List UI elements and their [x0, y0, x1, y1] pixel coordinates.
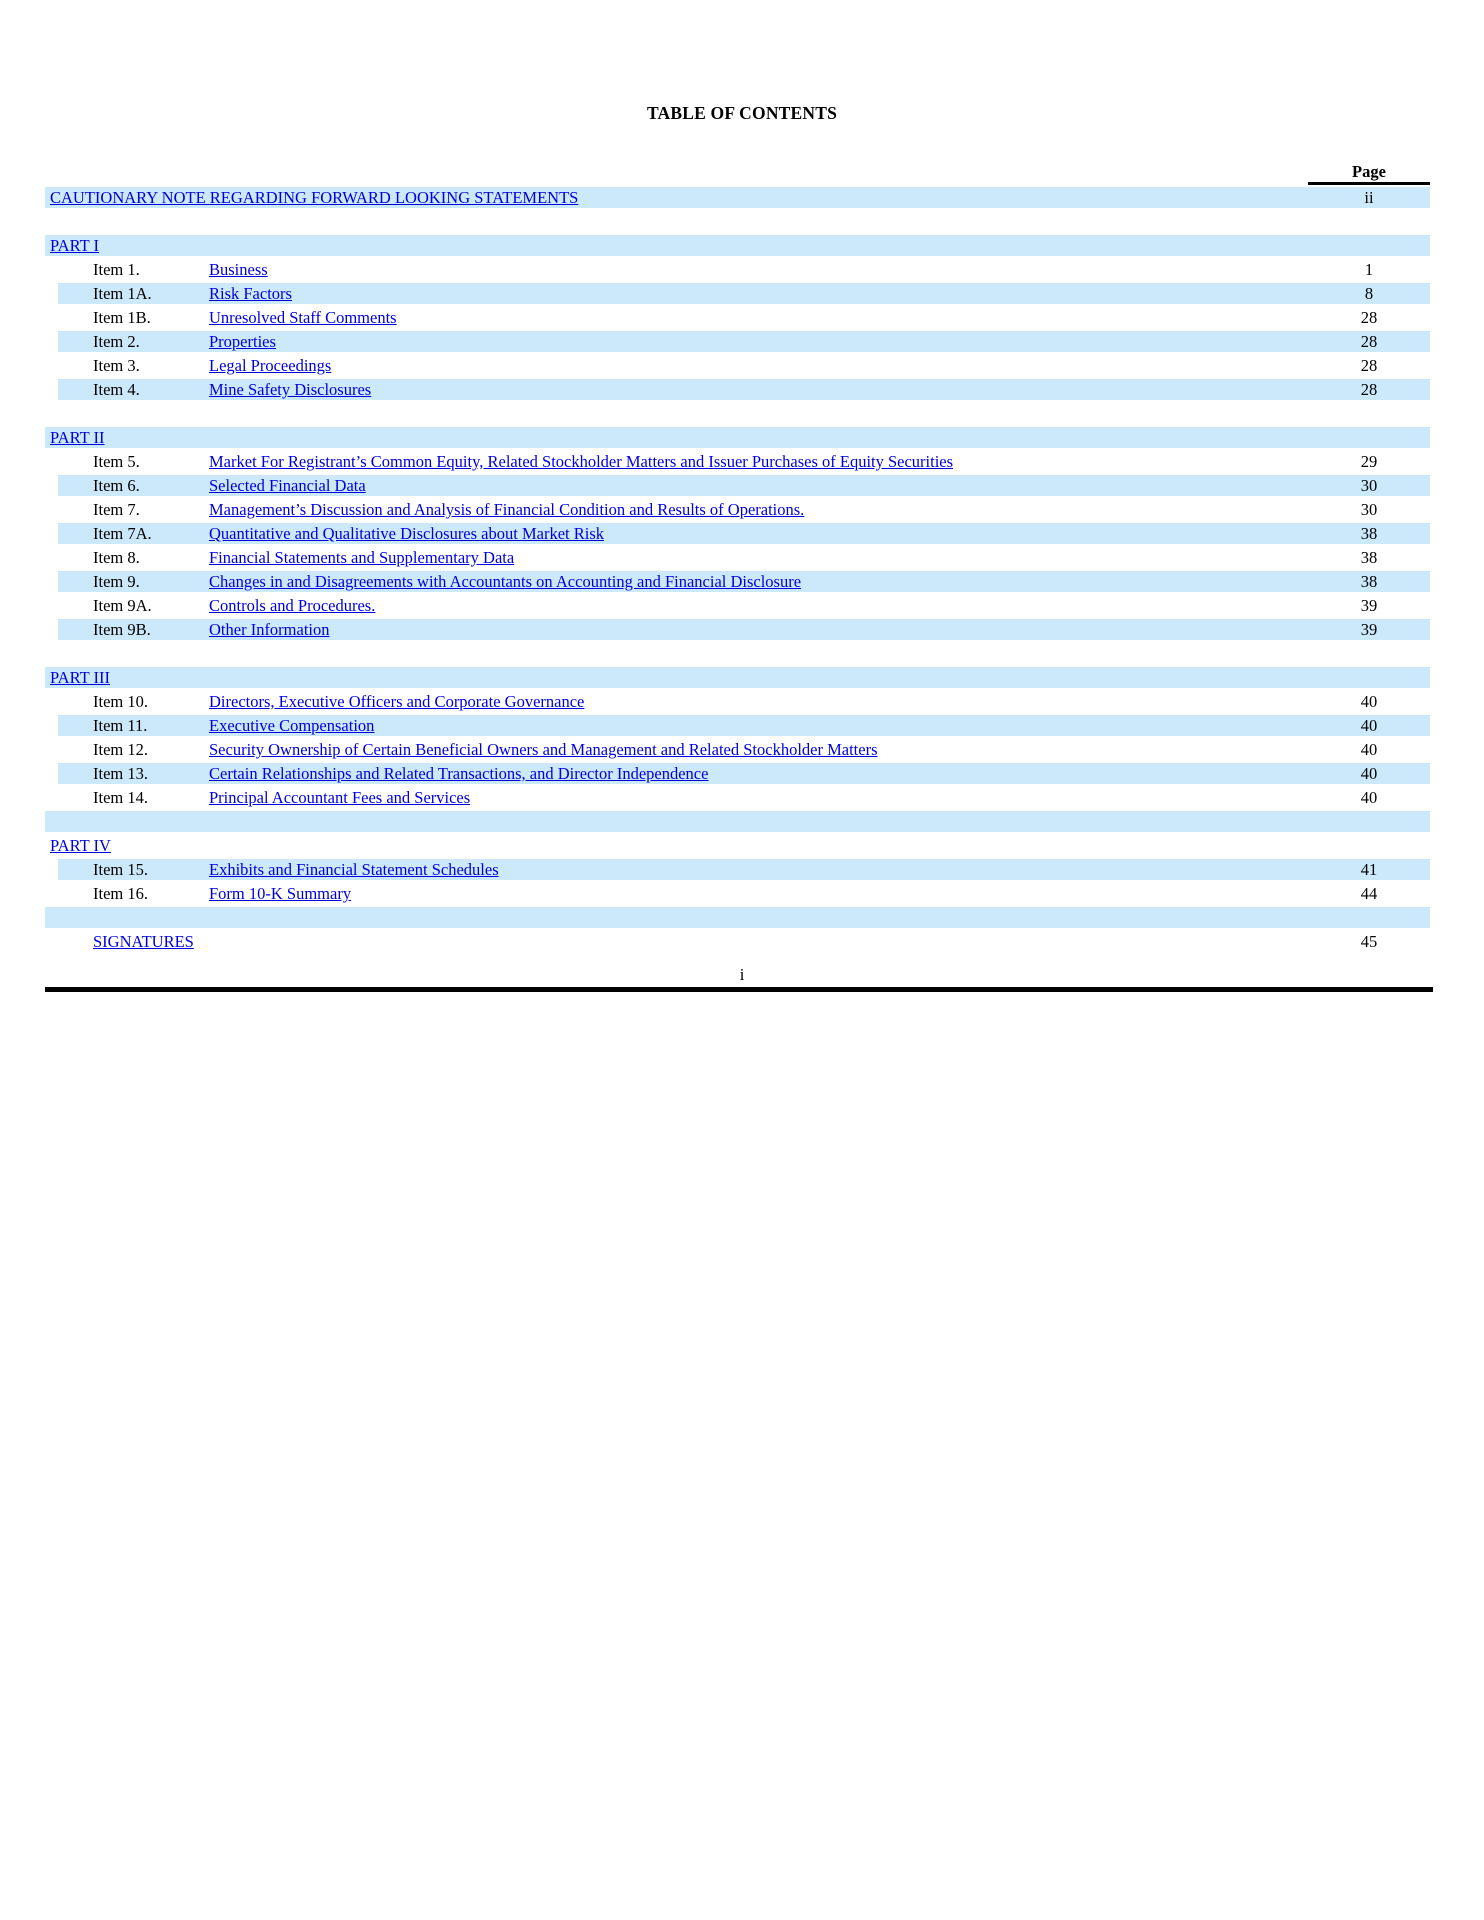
toc-page-number: [1308, 667, 1430, 688]
row-stripe: [45, 235, 1430, 256]
page-title: TABLE OF CONTENTS: [646, 103, 838, 123]
row-left-notch: [45, 331, 58, 352]
toc-row-caution: [45, 187, 1430, 208]
toc-row-item: [45, 379, 1430, 400]
toc-item-label: Item 7A.: [93, 524, 152, 543]
toc-entry-link[interactable]: Executive Compensation: [209, 716, 375, 735]
dot-leader-space: [110, 667, 1308, 688]
toc-page-number: 41: [1360, 860, 1378, 879]
toc-item-label: Item 5.: [93, 452, 140, 471]
row-stripe: [45, 427, 1430, 448]
row-left-notch: [45, 787, 58, 808]
toc-entry-link[interactable]: Business: [209, 260, 268, 279]
toc-row-item: [45, 523, 1430, 544]
row-stripe: [58, 355, 1430, 376]
dot-leader-space: [375, 595, 1308, 616]
toc-item-label: Item 9A.: [93, 596, 152, 615]
toc-page-number: 40: [1360, 692, 1378, 711]
row-stripe: [58, 715, 1430, 736]
toc-row-signatures: [45, 931, 1430, 952]
row-stripe: [45, 667, 1430, 688]
toc-item-label: Item 2.: [93, 332, 140, 351]
toc-row-item: [45, 355, 1430, 376]
dot-leader-space: [708, 763, 1308, 784]
row-stripe: [45, 931, 1430, 952]
toc-entry-link[interactable]: Financial Statements and Supplementary Data: [209, 548, 515, 567]
row-stripe: [45, 811, 1430, 832]
page-column-header: Page: [1308, 161, 1430, 185]
toc-page-number: 1: [1364, 260, 1374, 279]
toc-row-part: [45, 235, 1430, 256]
toc-entry-link[interactable]: Principal Accountant Fees and Services: [209, 788, 471, 807]
row-left-notch: [45, 883, 58, 904]
dot-leader-space: [584, 691, 1308, 712]
toc-entry-link[interactable]: SIGNATURES: [93, 932, 194, 951]
row-stripe: [45, 211, 1430, 232]
toc-page-number: 28: [1360, 332, 1378, 351]
toc-entry-link[interactable]: Unresolved Staff Comments: [209, 308, 397, 327]
dot-leader-space: [366, 475, 1308, 496]
row-left-notch: [45, 691, 58, 712]
row-stripe: [58, 787, 1430, 808]
dot-leader-space: [292, 283, 1308, 304]
row-left-notch: [45, 355, 58, 376]
toc-entry-link[interactable]: Management’s Discussion and Analysis of Financial Condition and Results of Operations.: [209, 500, 805, 519]
row-left-notch: [45, 739, 58, 760]
row-stripe: [58, 259, 1430, 280]
toc-row-item: [45, 283, 1430, 304]
toc-page-number: 40: [1360, 740, 1378, 759]
dot-leader-space: [276, 331, 1308, 352]
dot-leader-space: [604, 523, 1308, 544]
toc-row-item: [45, 547, 1430, 568]
row-stripe: [58, 859, 1430, 880]
toc-page-number: 8: [1364, 284, 1374, 303]
toc-item-label: Item 10.: [93, 692, 148, 711]
bottom-rule: [45, 987, 1433, 992]
toc-page-number: ii: [1364, 188, 1374, 207]
dot-leader-space: [371, 379, 1308, 400]
row-stripe: [45, 403, 1430, 424]
row-stripe: [58, 571, 1430, 592]
toc-row-item: [45, 571, 1430, 592]
row-left-notch: [45, 715, 58, 736]
toc-item-label: Item 1.: [93, 260, 140, 279]
row-left-notch: [45, 859, 58, 880]
row-left-notch: [45, 499, 58, 520]
toc-row-item: [45, 715, 1430, 736]
toc-page-number: 38: [1360, 524, 1378, 543]
toc-item-label: Item 13.: [93, 764, 148, 783]
toc-item-label: Item 4.: [93, 380, 140, 399]
toc-entry-link[interactable]: PART III: [50, 668, 110, 687]
toc-page-number: [1308, 235, 1430, 256]
row-stripe: [58, 523, 1430, 544]
row-left-notch: [45, 595, 58, 616]
toc-page-number: 45: [1360, 932, 1378, 951]
row-stripe: [58, 763, 1430, 784]
dot-leader-space: [801, 571, 1308, 592]
toc-item-label: Item 12.: [93, 740, 148, 759]
dot-leader-space: [194, 931, 1308, 952]
toc-row-spacer: [45, 211, 1430, 232]
toc-row-item: [45, 595, 1430, 616]
dot-leader-space: [499, 859, 1308, 880]
toc-page-number: 30: [1360, 476, 1378, 495]
toc-entry-link[interactable]: Controls and Procedures.: [209, 596, 376, 615]
toc-item-label: Item 1A.: [93, 284, 152, 303]
dot-leader-space: [268, 259, 1308, 280]
toc-row-item: [45, 451, 1430, 472]
toc-item-label: Item 9.: [93, 572, 140, 591]
toc-rows: [45, 187, 1430, 952]
toc-entry-link[interactable]: Quantitative and Qualitative Disclosures about Market Risk: [209, 524, 604, 543]
toc-item-label: Item 15.: [93, 860, 148, 879]
dot-leader-space: [330, 619, 1308, 640]
row-left-notch: [45, 571, 58, 592]
dot-leader-space: [111, 835, 1308, 856]
toc-row-part: [45, 427, 1430, 448]
toc-row-item: [45, 787, 1430, 808]
toc-page-number: 29: [1360, 452, 1378, 471]
toc-row-item: [45, 883, 1430, 904]
dot-leader-space: [578, 187, 1308, 208]
toc-entry-link[interactable]: Changes in and Disagreements with Accountants on Accounting and Financial Disclosure: [209, 572, 802, 591]
toc-page-number: 38: [1360, 572, 1378, 591]
row-left-notch: [45, 451, 58, 472]
toc-item-label: Item 1B.: [93, 308, 151, 327]
dot-leader-space: [470, 787, 1308, 808]
row-stripe: [58, 691, 1430, 712]
row-left-notch: [45, 523, 58, 544]
row-left-indent: [45, 931, 93, 952]
dot-leader-space: [99, 235, 1308, 256]
toc-entry-link[interactable]: Properties: [209, 332, 276, 351]
dot-leader-space: [374, 715, 1308, 736]
page-column-header-row: [45, 161, 1430, 185]
toc-entry-link[interactable]: Form 10-K Summary: [209, 884, 352, 903]
toc-entry-link[interactable]: Exhibits and Financial Statement Schedules: [209, 860, 499, 879]
toc-page-number: [1308, 427, 1430, 448]
toc-row-item: [45, 475, 1430, 496]
row-left-notch: [45, 307, 58, 328]
row-left-notch: [45, 259, 58, 280]
toc-entry-link[interactable]: Selected Financial Data: [209, 476, 366, 495]
toc-page-number: 38: [1360, 548, 1378, 567]
toc-page-number: [1308, 835, 1430, 856]
dot-leader-space: [351, 883, 1308, 904]
row-left-notch: [45, 379, 58, 400]
toc-page-number: 28: [1360, 356, 1378, 375]
toc-page-number: 44: [1360, 884, 1378, 903]
toc-item-label: Item 6.: [93, 476, 140, 495]
row-stripe: [58, 379, 1430, 400]
toc-row-spacer: [45, 907, 1430, 928]
toc-page-number: 39: [1360, 620, 1378, 639]
toc-item-label: Item 14.: [93, 788, 148, 807]
toc-row-item: [45, 739, 1430, 760]
toc-item-label: Item 7.: [93, 500, 140, 519]
row-stripe: [58, 547, 1430, 568]
toc-entry-link[interactable]: Directors, Executive Officers and Corporate Governance: [209, 692, 585, 711]
row-stripe: [45, 907, 1430, 928]
row-left-notch: [45, 547, 58, 568]
row-left-notch: [45, 475, 58, 496]
row-stripe: [58, 739, 1430, 760]
toc-row-item: [45, 619, 1430, 640]
row-stripe: [58, 307, 1430, 328]
dot-leader-space: [514, 547, 1308, 568]
toc-row-part: [45, 835, 1430, 856]
row-left-notch: [45, 619, 58, 640]
dot-leader-space: [878, 739, 1308, 760]
toc-page-number: 40: [1360, 716, 1378, 735]
toc-item-label: Item 3.: [93, 356, 140, 375]
toc-row-item: [45, 763, 1430, 784]
toc-item-label: Item 8.: [93, 548, 140, 567]
page-number-footer: i: [739, 965, 745, 984]
toc-page-number: 39: [1360, 596, 1378, 615]
toc-page-number: 40: [1360, 764, 1378, 783]
toc-item-label: Item 16.: [93, 884, 148, 903]
toc-row-part: [45, 667, 1430, 688]
dot-leader-space: [397, 307, 1308, 328]
toc-entry-link[interactable]: PART I: [50, 236, 99, 255]
toc-page-number: 28: [1360, 308, 1378, 327]
toc-entry-link[interactable]: Mine Safety Disclosures: [209, 380, 372, 399]
toc-entry-link[interactable]: Certain Relationships and Related Transactions, and Director Independence: [209, 764, 709, 783]
row-stripe: [58, 499, 1430, 520]
row-stripe: [58, 475, 1430, 496]
dot-leader-space: [953, 451, 1308, 472]
toc-row-spacer: [45, 643, 1430, 664]
toc-entry-link[interactable]: Legal Proceedings: [209, 356, 332, 375]
toc-row-item: [45, 859, 1430, 880]
row-stripe: [58, 283, 1430, 304]
toc-item-label: Item 11.: [93, 716, 148, 735]
toc-entry-link[interactable]: Other Information: [209, 620, 330, 639]
toc-entry-link[interactable]: Security Ownership of Certain Beneficial Owners and Management and Related Stockholder Matters: [209, 740, 878, 759]
toc-page-number: 40: [1360, 788, 1378, 807]
toc-row-item: [45, 307, 1430, 328]
toc-row-item: [45, 499, 1430, 520]
dot-leader-space: [331, 355, 1308, 376]
toc-entry-link[interactable]: PART IV: [50, 836, 111, 855]
row-stripe: [58, 451, 1430, 472]
row-stripe: [45, 187, 1430, 208]
toc-row-item: [45, 691, 1430, 712]
dot-leader-space: [804, 499, 1308, 520]
row-stripe: [58, 619, 1430, 640]
toc-entry-link[interactable]: CAUTIONARY NOTE REGARDING FORWARD LOOKING STATEMENTS: [50, 188, 579, 207]
toc-page-number: 30: [1360, 500, 1378, 519]
toc-entry-link[interactable]: Risk Factors: [209, 284, 292, 303]
toc-entry-link[interactable]: PART II: [50, 428, 105, 447]
table-of-contents: [45, 161, 1430, 952]
row-stripe: [58, 331, 1430, 352]
toc-entry-link[interactable]: Market For Registrant’s Common Equity, Related Stockholder Matters and Issuer Purchases of Equity Securities: [209, 452, 954, 471]
dot-leader-space: [105, 427, 1309, 448]
row-stripe: [45, 835, 1430, 856]
toc-row-spacer: [45, 811, 1430, 832]
row-left-notch: [45, 283, 58, 304]
row-stripe: [58, 883, 1430, 904]
row-stripe: [45, 643, 1430, 664]
row-stripe: [58, 595, 1430, 616]
toc-row-spacer: [45, 403, 1430, 424]
toc-row-item: [45, 259, 1430, 280]
toc-row-item: [45, 331, 1430, 352]
row-left-notch: [45, 763, 58, 784]
toc-page-number: 28: [1360, 380, 1378, 399]
toc-item-label: Item 9B.: [93, 620, 151, 639]
